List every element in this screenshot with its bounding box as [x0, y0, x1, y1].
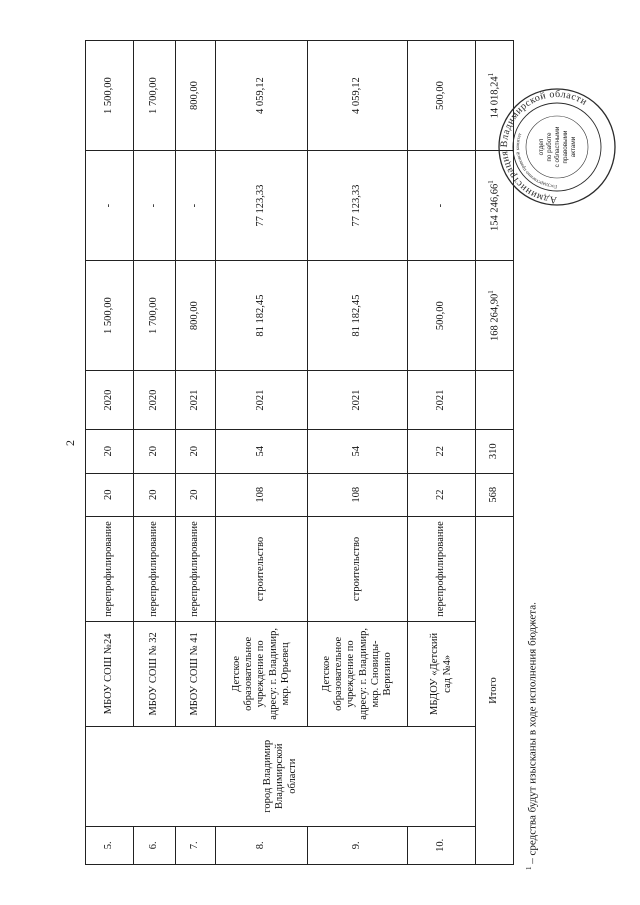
total-amount-cell: 81 182,45 [308, 261, 408, 371]
total-amount-cell: 81 182,45 [216, 261, 308, 371]
year-cell: 2020 [86, 371, 134, 430]
row-number: 7. [176, 826, 216, 864]
footnote-text: – средства будут изысканы в ходе исполнения бюджета. [526, 602, 539, 867]
local-amount-cell: 500,00 [408, 41, 476, 151]
row-number: 9. [308, 826, 408, 864]
municipality-cell: город Владимир Владимирской области [86, 726, 476, 826]
object-cell: МБОУ СОШ № 32 [134, 621, 176, 726]
local-amount-cell: 4 059,12 [308, 41, 408, 151]
year-cell: 2020 [134, 371, 176, 430]
regional-amount-cell: - [176, 151, 216, 261]
capacity-cell: 54 [308, 430, 408, 474]
seal-outer-text: Администрация Владимирской области [498, 88, 589, 206]
official-seal-stamp [496, 86, 618, 208]
local-amount-cell: 800,00 [176, 41, 216, 151]
budget-table-rotated [85, 40, 513, 865]
capacity-cell: 20 [86, 430, 134, 474]
year-cell: 2021 [408, 371, 476, 430]
footnote-mark: 1 [487, 290, 496, 294]
total-year-cell [476, 371, 514, 430]
seal-inner-ring-text: Государственно-правовой комитет [515, 132, 558, 189]
total-amount-cell: 1 700,00 [134, 261, 176, 371]
footnote [525, 602, 539, 870]
seal-center-line: правовыми [562, 130, 569, 164]
regional-amount-cell: - [408, 151, 476, 261]
capacity-cell: 108 [216, 473, 308, 517]
capacity-cell: 54 [216, 430, 308, 474]
total-amount-cell: 1 500,00 [86, 261, 134, 371]
work-type-cell: перепрофилирование [408, 517, 476, 622]
total-capacity-cell: 310 [476, 430, 514, 474]
capacity-cell: 20 [176, 430, 216, 474]
year-cell: 2021 [176, 371, 216, 430]
capacity-cell: 20 [134, 473, 176, 517]
row-number: 8. [216, 826, 308, 864]
seal-center-line: актами [570, 136, 577, 158]
grand-total-cell [476, 261, 514, 371]
object-cell: МБДОУ «Детский сад №4» [408, 621, 476, 726]
grand-total-value: 168 264,90 [489, 293, 501, 342]
object-cell: МБОУ СОШ №24 [86, 621, 134, 726]
seal-center-line: с областными [554, 126, 561, 168]
regional-total-value: 154 246,66 [489, 183, 501, 231]
regional-amount-cell: 77 123,33 [308, 151, 408, 261]
capacity-cell: 108 [308, 473, 408, 517]
total-label: Итого [476, 517, 514, 865]
footnote-mark: 1 [487, 72, 496, 77]
work-type-cell: перепрофилирование [134, 517, 176, 622]
capacity-cell: 20 [176, 473, 216, 517]
local-amount-cell: 1 500,00 [86, 41, 134, 151]
seal-center-line: по работе [546, 132, 553, 162]
table-row [86, 41, 134, 865]
capacity-cell: 22 [408, 473, 476, 517]
total-capacity-cell: 568 [476, 473, 514, 517]
row-number: 10. [408, 826, 476, 864]
footnote-mark: 1 [525, 866, 533, 870]
total-amount-cell: 500,00 [408, 261, 476, 371]
work-type-cell: строительство [308, 517, 408, 622]
capacity-cell: 20 [134, 430, 176, 474]
seal-center-line: отдел [538, 138, 545, 156]
local-total-value: 14 018,24 [489, 76, 501, 119]
capacity-cell: 22 [408, 430, 476, 474]
year-cell: 2021 [216, 371, 308, 430]
capacity-cell: 20 [86, 473, 134, 517]
budget-table [85, 40, 514, 865]
object-cell: Детское образовательное учреждение по адресу: г. Владимир, мкр. Сновицы-Веризино [308, 621, 408, 726]
work-type-cell: строительство [216, 517, 308, 622]
object-cell: Детское образовательное учреждение по адресу: г. Владимир, мкр. Юрьевец [216, 621, 308, 726]
year-cell: 2021 [308, 371, 408, 430]
local-amount-cell: 1 700,00 [134, 41, 176, 151]
work-type-cell: перепрофилирование [86, 517, 134, 622]
local-amount-cell: 4 059,12 [216, 41, 308, 151]
work-type-cell: перепрофилирование [176, 517, 216, 622]
row-number: 5. [86, 826, 134, 864]
object-cell: МБОУ СОШ № 41 [176, 621, 216, 726]
footnote-mark: 1 [487, 180, 496, 184]
row-number: 6. [134, 826, 176, 864]
regional-amount-cell: - [86, 151, 134, 261]
regional-amount-cell: 77 123,33 [216, 151, 308, 261]
total-amount-cell: 800,00 [176, 261, 216, 371]
regional-amount-cell: - [134, 151, 176, 261]
page-number: 2 [63, 440, 77, 446]
